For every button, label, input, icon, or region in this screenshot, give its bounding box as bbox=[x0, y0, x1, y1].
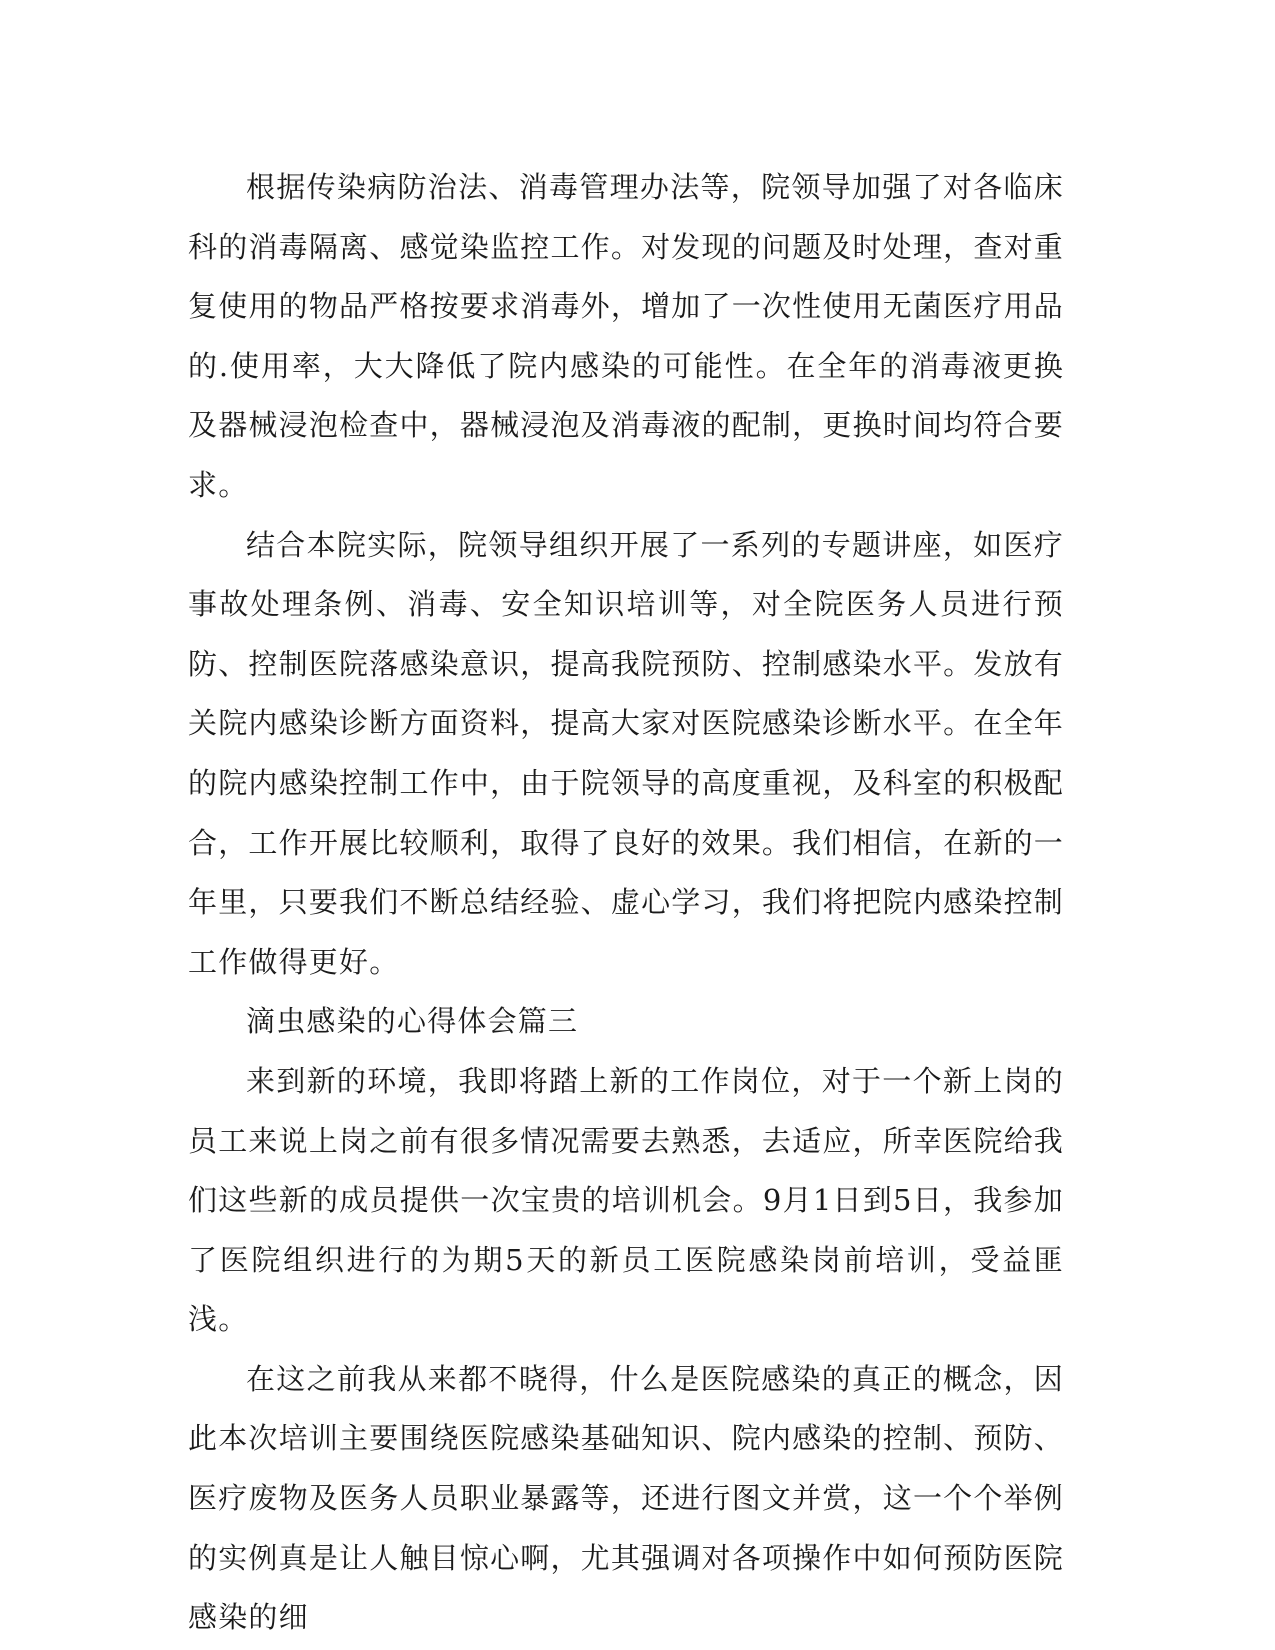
paragraph-new-environment: 来到新的环境，我即将踏上新的工作岗位，对于一个新上岗的员工来说上岗之前有很多情况需要去熟悉，去适应，所幸医院给我们这些新的成员提供一次宝贵的培训机会。9月1日到5日，我参加了医院组织进行的为期5天的新员工医院感染岗前培训，受益匪浅。 bbox=[188, 1063, 1064, 1337]
document-body bbox=[188, 158, 1064, 1648]
paragraph-disinfection-supervision: 根据传染病防治法、消毒管理办法等，院领导加强了对各临床科的消毒隔离、感觉染监控工作。对发现的问题及时处理，查对重复使用的物品严格按要求消毒外，增加了一次性使用无菌医疗用品的.使用率，大大降低了院内感染的可能性。在全年的消毒液更换及器械浸泡检查中，器械浸泡及消毒液的配制，更换时间均符合要求。 bbox=[188, 170, 1064, 502]
paragraph-training-lectures: 结合本院实际，院领导组织开展了一系列的专题讲座，如医疗事故处理条例、消毒、安全知识培训等，对全院医务人员进行预防、控制医院落感染意识，提高我院预防、控制感染水平。发放有关院内感染诊断方面资料，提高大家对医院感染诊断水平。在全年的院内感染控制工作中，由于院领导的高度重视，及科室的积极配合，工作开展比较顺利，取得了良好的效果。我们相信，在新的一年里，只要我们不断总结经验、虚心学习，我们将把院内感染控制工作做得更好。 bbox=[188, 527, 1064, 979]
paragraph-infection-concept: 在这之前我从来都不晓得，什么是医院感染的真正的概念，因此本次培训主要围绕医院感染基础知识、院内感染的控制、预防、医疗废物及医务人员职业暴露等，还进行图文并赏，这一个个举例的实例真是让人触目惊心啊，尤其强调对各项操作中如何预防医院感染的细 bbox=[188, 1361, 1064, 1635]
section-heading: 滴虫感染的心得体会篇三 bbox=[246, 1004, 579, 1039]
